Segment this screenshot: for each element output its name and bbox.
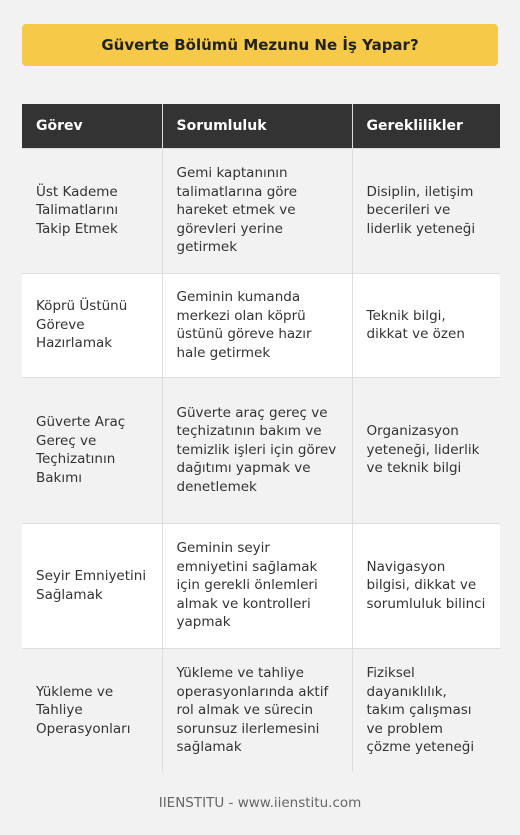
cell-sorumluluk: Geminin kumanda merkezi olan köprü üstünü göreve hazır hale getirmek [162,273,352,377]
cell-gereklilikler: Disiplin, iletişim becerileri ve liderlik yeteneği [352,148,500,273]
cell-gereklilikler: Fiziksel dayanıklılık, takım çalışması ve problem çözme yeteneği [352,648,500,772]
table-row [22,273,500,377]
table-row [22,648,500,772]
cell-sorumluluk: Güverte araç gereç ve teçhizatının bakım ve temizlik işleri için görev dağıtımı yapmak ve denetlemek [162,377,352,523]
cell-gorev: Seyir Emniyetini Sağlamak [22,523,162,648]
header-row [22,104,500,148]
cell-gereklilikler: Teknik bilgi, dikkat ve özen [352,273,500,377]
cell-gorev: Üst Kademe Talimatlarını Takip Etmek [22,148,162,273]
header-sorumluluk: Sorumluluk [162,104,352,148]
cell-gereklilikler: Organizasyon yeteneği, liderlik ve teknik bilgi [352,377,500,523]
cell-gorev: Yükleme ve Tahliye Operasyonları [22,648,162,772]
footer-credit: IIENSTITU - www.iienstitu.com [158,795,362,811]
cell-sorumluluk: Yükleme ve tahliye operasyonlarında aktif rol almak ve sürecin sorunsuz ilerlemesini sağlamak [162,648,352,772]
table-row [22,148,500,273]
header-gorev: Görev [22,104,162,148]
table-header [22,104,500,148]
table-row [22,377,500,523]
cell-gereklilikler: Navigasyon bilgisi, dikkat ve sorumluluk bilinci [352,523,500,648]
cell-sorumluluk: Gemi kaptanının talimatlarına göre hareket etmek ve görevleri yerine getirmek [162,148,352,273]
header-gereklilikler: Gereklilikler [352,104,500,148]
page-title: Güverte Bölümü Mezunu Ne İş Yapar? [22,24,498,66]
cell-sorumluluk: Geminin seyir emniyetini sağlamak için gerekli önlemleri almak ve kontrolleri yapmak [162,523,352,648]
cell-gorev: Köprü Üstünü Göreve Hazırlamak [22,273,162,377]
duties-table [22,104,500,772]
table-row [22,523,500,648]
cell-gorev: Güverte Araç Gereç ve Teçhizatının Bakımı [22,377,162,523]
